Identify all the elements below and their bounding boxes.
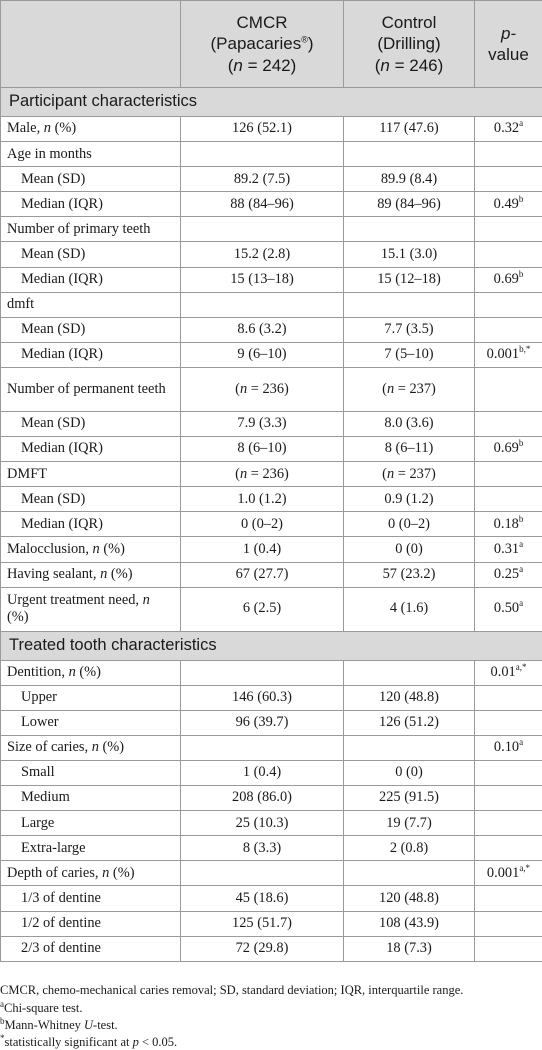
control-value: 126 (51.2) xyxy=(344,710,475,735)
table-row xyxy=(1,242,542,267)
header-p-value: p- value xyxy=(475,1,542,88)
cmcr-value: 1 (0.4) xyxy=(181,760,344,785)
table-row xyxy=(1,437,542,462)
cmcr-value xyxy=(181,660,344,685)
table-header-row xyxy=(1,1,542,88)
row-label: Number of permanent teeth xyxy=(1,367,181,411)
row-label: Age in months xyxy=(1,142,181,167)
table-row xyxy=(1,267,542,292)
p-value: 0.01 xyxy=(490,664,516,680)
p-value-cell xyxy=(475,537,542,562)
row-label: Median (IQR) xyxy=(1,192,181,217)
row-label: Median (IQR) xyxy=(1,342,181,367)
p-value-footnote-mark: b xyxy=(518,269,524,280)
control-value: 120 (48.8) xyxy=(344,886,475,911)
control-value: 89.9 (8.4) xyxy=(344,167,475,192)
control-value: (n = 237) xyxy=(344,462,475,487)
control-value: 2 (0.8) xyxy=(344,836,475,861)
cmcr-value: 88 (84–96) xyxy=(181,192,344,217)
control-value: 120 (48.8) xyxy=(344,685,475,710)
table-row xyxy=(1,512,542,537)
row-label: DMFT xyxy=(1,462,181,487)
p-value-cell xyxy=(475,462,542,487)
row-label: Small xyxy=(1,760,181,785)
cmcr-value: 6 (2.5) xyxy=(181,587,344,631)
p-value-cell xyxy=(475,512,542,537)
control-value: 0 (0–2) xyxy=(344,512,475,537)
cmcr-value xyxy=(181,142,344,167)
row-label: Malocclusion, n (%) xyxy=(1,537,181,562)
p-value-footnote-mark: a xyxy=(519,118,524,129)
p-value: 0.18 xyxy=(493,515,519,532)
table-row xyxy=(1,317,542,342)
p-value-cell xyxy=(475,367,542,411)
footnote-star: *statistically significant at p < 0.05. xyxy=(0,1032,178,1049)
row-label: Depth of caries, n (%) xyxy=(1,861,181,886)
row-label: Mean (SD) xyxy=(1,317,181,342)
p-value-cell xyxy=(475,936,542,961)
control-value xyxy=(344,292,475,317)
table-row xyxy=(1,660,542,685)
p-value-footnote-mark: a xyxy=(519,539,524,550)
p-value: 0.10 xyxy=(493,739,520,756)
p-value-cell xyxy=(475,292,542,317)
p-value-footnote-mark: a xyxy=(519,564,524,575)
cmcr-value: 8 (3.3) xyxy=(181,836,344,861)
cmcr-value: 8 (6–10) xyxy=(181,437,344,462)
header-cmcr-n: (n = 242) xyxy=(227,55,297,75)
cmcr-value: 208 (86.0) xyxy=(181,786,344,811)
table-row xyxy=(1,911,542,936)
table-body xyxy=(1,88,542,962)
p-value: 0.001 xyxy=(486,346,520,363)
table-row xyxy=(1,685,542,710)
cmcr-value xyxy=(181,217,344,242)
p-value-cell xyxy=(475,886,542,911)
table-row xyxy=(1,786,542,811)
control-value xyxy=(344,735,475,760)
footnote-a: $^a$Chi-square test. xyxy=(0,998,83,1015)
p-value-cell xyxy=(475,167,542,192)
p-value-footnote-mark: b,* xyxy=(519,344,531,355)
table-row xyxy=(1,811,542,836)
p-value: 0.25 xyxy=(493,565,520,582)
p-value-cell xyxy=(475,811,542,836)
row-label: Median (IQR) xyxy=(1,267,181,292)
p-value: 0.001 xyxy=(486,864,520,881)
section-header-row xyxy=(1,88,542,117)
cmcr-value: 1.0 (1.2) xyxy=(181,487,344,512)
control-value: 0 (0) xyxy=(344,760,475,785)
cmcr-value: 146 (60.3) xyxy=(181,685,344,710)
table-row xyxy=(1,710,542,735)
p-value-cell xyxy=(475,836,542,861)
p-value-cell xyxy=(475,710,542,735)
row-label: Mean (SD) xyxy=(1,242,181,267)
p-value-footnote-mark: a xyxy=(519,737,524,748)
row-label: Dentition, n (%) xyxy=(1,660,181,685)
cmcr-value: 1 (0.4) xyxy=(181,537,344,562)
cmcr-value: 126 (52.1) xyxy=(181,117,344,142)
control-value xyxy=(344,142,475,167)
row-label: Median (IQR) xyxy=(1,512,181,537)
row-label: Number of primary teeth xyxy=(1,217,181,242)
p-value: 0.49 xyxy=(493,195,519,212)
p-value-cell xyxy=(475,760,542,785)
table-row xyxy=(1,411,542,436)
control-value xyxy=(344,660,475,685)
row-label: Size of caries, n (%) xyxy=(1,735,181,760)
table-row xyxy=(1,936,542,961)
header-blank-cell xyxy=(1,1,181,88)
p-value-footnote-mark: b xyxy=(518,513,524,524)
table-row xyxy=(1,861,542,886)
control-value: 8 (6–11) xyxy=(344,437,475,462)
control-value: 7.7 (3.5) xyxy=(344,317,475,342)
control-value: 225 (91.5) xyxy=(344,786,475,811)
table-row xyxy=(1,192,542,217)
control-value: 0.9 (1.2) xyxy=(344,487,475,512)
table-row xyxy=(1,562,542,587)
row-label: Upper xyxy=(1,685,181,710)
control-value: 89 (84–96) xyxy=(344,192,475,217)
section-title: Treated tooth characteristics xyxy=(1,631,542,660)
cmcr-value: 45 (18.6) xyxy=(181,886,344,911)
p-value-cell xyxy=(475,411,542,436)
table-row xyxy=(1,142,542,167)
row-label: Male, n (%) xyxy=(1,117,181,142)
p-value: 0.31 xyxy=(493,540,520,557)
p-value-cell xyxy=(475,217,542,242)
row-label: Mean (SD) xyxy=(1,167,181,192)
cmcr-value: (n = 236) xyxy=(181,367,344,411)
row-label: 2/3 of dentine xyxy=(1,936,181,961)
control-value: 4 (1.6) xyxy=(344,587,475,631)
p-value-cell xyxy=(475,317,542,342)
table-row xyxy=(1,292,542,317)
row-label: 1/3 of dentine xyxy=(1,886,181,911)
cmcr-value: 0 (0–2) xyxy=(181,512,344,537)
p-value-cell xyxy=(475,142,542,167)
table-row xyxy=(1,537,542,562)
table-row xyxy=(1,487,542,512)
row-label: Mean (SD) xyxy=(1,487,181,512)
p-value-cell xyxy=(475,437,542,462)
table-row xyxy=(1,342,542,367)
cmcr-value: 96 (39.7) xyxy=(181,710,344,735)
cmcr-value: (n = 236) xyxy=(181,462,344,487)
p-value-footnote-mark: a xyxy=(519,598,524,609)
footnote-b: $^b$Mann-Whitney U-test. xyxy=(0,1015,118,1032)
row-label: Medium xyxy=(1,786,181,811)
row-label: Large xyxy=(1,811,181,836)
p-value-cell xyxy=(475,117,542,142)
control-value: (n = 237) xyxy=(344,367,475,411)
control-value: 8.0 (3.6) xyxy=(344,411,475,436)
p-value: 0.69 xyxy=(493,440,519,457)
p-value-cell xyxy=(475,342,542,367)
p-value-footnote-mark: a,* xyxy=(515,662,527,673)
row-label: dmft xyxy=(1,292,181,317)
table-row xyxy=(1,587,542,631)
table-row xyxy=(1,462,542,487)
p-value-cell xyxy=(475,786,542,811)
p-value-cell xyxy=(475,192,542,217)
p-value-cell xyxy=(475,735,542,760)
cmcr-value xyxy=(181,735,344,760)
row-label: Urgent treatment need, n (%) xyxy=(1,587,181,631)
p-value: 0.69 xyxy=(493,270,519,287)
header-cmcr: CMCR (Papacaries®) (n = 242) xyxy=(181,1,344,88)
cmcr-value: 8.6 (3.2) xyxy=(181,317,344,342)
cmcr-value: 25 (10.3) xyxy=(181,811,344,836)
p-value-cell xyxy=(475,587,542,631)
row-label: Lower xyxy=(1,710,181,735)
cmcr-value: 15 (13–18) xyxy=(181,267,344,292)
p-value-cell xyxy=(475,487,542,512)
p-value-cell xyxy=(475,562,542,587)
cmcr-value: 125 (51.7) xyxy=(181,911,344,936)
control-value: 19 (7.7) xyxy=(344,811,475,836)
row-label: 1/2 of dentine xyxy=(1,911,181,936)
row-label: Having sealant, n (%) xyxy=(1,562,181,587)
p-value-cell xyxy=(475,911,542,936)
table-row xyxy=(1,167,542,192)
p-value: 0.50 xyxy=(493,600,520,617)
header-control: Control (Drilling) (n = 246) xyxy=(344,1,475,88)
control-value: 7 (5–10) xyxy=(344,342,475,367)
p-value-cell xyxy=(475,242,542,267)
control-value: 108 (43.9) xyxy=(344,911,475,936)
table-row xyxy=(1,760,542,785)
table-row xyxy=(1,367,542,411)
cmcr-value: 67 (27.7) xyxy=(181,562,344,587)
cmcr-value: 89.2 (7.5) xyxy=(181,167,344,192)
p-value-footnote-mark: b xyxy=(518,193,524,204)
p-value-cell xyxy=(475,861,542,886)
control-value xyxy=(344,861,475,886)
section-header-row xyxy=(1,631,542,660)
p-value: 0.32 xyxy=(493,120,520,137)
cmcr-value: 72 (29.8) xyxy=(181,936,344,961)
table-row xyxy=(1,217,542,242)
footnote-abbreviations: CMCR, chemo-mechanical caries removal; SD, standard deviation; IQR, interquartile range. xyxy=(0,983,464,997)
row-label: Median (IQR) xyxy=(1,437,181,462)
table-row xyxy=(1,836,542,861)
cmcr-value xyxy=(181,861,344,886)
control-value: 57 (23.2) xyxy=(344,562,475,587)
section-title: Participant characteristics xyxy=(1,88,542,117)
table-row xyxy=(1,117,542,142)
p-value-cell xyxy=(475,660,542,685)
cmcr-value: 9 (6–10) xyxy=(181,342,344,367)
p-value-cell xyxy=(475,267,542,292)
p-value-cell xyxy=(475,685,542,710)
cmcr-value: 15.2 (2.8) xyxy=(181,242,344,267)
header-control-n: (n = 246) xyxy=(374,55,444,75)
control-value: 18 (7.3) xyxy=(344,936,475,961)
control-value: 117 (47.6) xyxy=(344,117,475,142)
control-value xyxy=(344,217,475,242)
row-label: Extra-large xyxy=(1,836,181,861)
p-value-footnote-mark: b xyxy=(518,438,524,449)
control-value: 15 (12–18) xyxy=(344,267,475,292)
table-row xyxy=(1,886,542,911)
cmcr-value: 7.9 (3.3) xyxy=(181,411,344,436)
control-value: 15.1 (3.0) xyxy=(344,242,475,267)
table-row xyxy=(1,735,542,760)
p-value-footnote-mark: a,* xyxy=(519,862,531,873)
row-label: Mean (SD) xyxy=(1,411,181,436)
control-value: 0 (0) xyxy=(344,537,475,562)
cmcr-value xyxy=(181,292,344,317)
